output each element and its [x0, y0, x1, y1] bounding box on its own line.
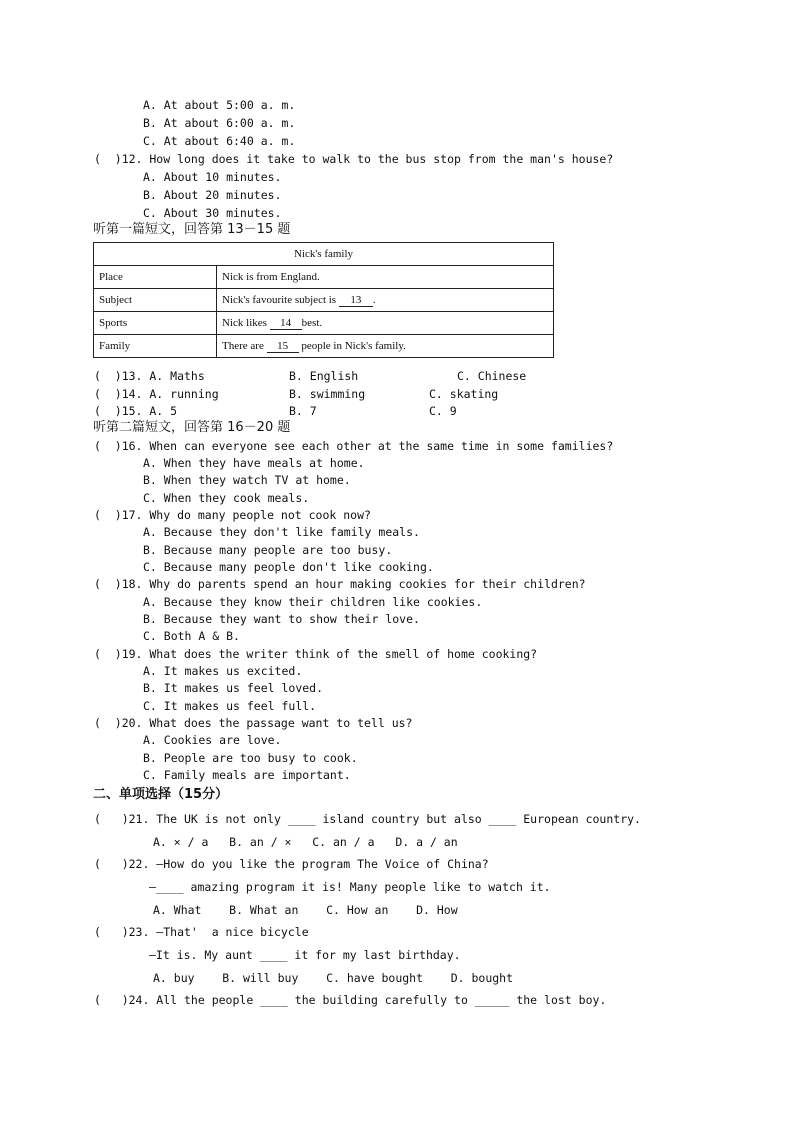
table-row — [94, 335, 554, 358]
nicks-family-table — [93, 242, 554, 358]
row-key: Place — [94, 266, 217, 289]
passage1-heading: 听第一篇短文，回答第 13－15 题 — [93, 222, 291, 237]
q22-reply: —____ amazing program it is! Many people like to watch it. — [149, 880, 551, 894]
q15-option-b: B. 7 — [289, 404, 317, 418]
q15-option-a: ( )15. A. 5 — [94, 404, 178, 418]
q11-option-a: A. At about 5:00 a. m. — [143, 98, 296, 112]
q13-option-a: ( )13. A. Maths — [94, 369, 205, 383]
q20-option-b: B. People are too busy to cook. — [143, 751, 358, 765]
q18-question: ( )18. Why do parents spend an hour making cookies for their children? — [94, 577, 586, 591]
q18-option-a: A. Because they know their children like cookies. — [143, 595, 483, 609]
row-value: Nick likes 14 best. — [217, 312, 554, 335]
q12-option-c: C. About 30 minutes. — [143, 206, 282, 220]
q18-option-b: B. Because they want to show their love. — [143, 612, 420, 626]
blank-15: 15 — [267, 340, 299, 353]
q20-question: ( )20. What does the passage want to tell us? — [94, 716, 413, 730]
q20-option-a: A. Cookies are love. — [143, 733, 282, 747]
q22-question: ( )22. —How do you like the program The Voice of China? — [94, 857, 489, 871]
row-value: Nick's favourite subject is 13 . — [217, 289, 554, 312]
q17-option-c: C. Because many people don't like cooking. — [143, 560, 434, 574]
blank-13: 13 — [339, 294, 373, 307]
q16-question: ( )16. When can everyone see each other at the same time in some families? — [94, 439, 614, 453]
q19-option-c: C. It makes us feel full. — [143, 699, 317, 713]
q14-option-b: B. swimming — [289, 387, 366, 401]
row-value: Nick is from England. — [217, 266, 554, 289]
row-value: There are 15 people in Nick's family. — [217, 335, 554, 358]
q11-option-b: B. At about 6:00 a. m. — [143, 116, 296, 130]
q24-question: ( )24. All the people ____ the building carefully to _____ the lost boy. — [94, 993, 607, 1007]
q20-option-c: C. Family meals are important. — [143, 768, 351, 782]
q23-options: A. buy B. will buy C. have bought D. bought — [153, 971, 514, 985]
q12-question: ( )12. How long does it take to walk to the bus stop from the man's house? — [94, 152, 614, 166]
section-heading: 二、单项选择（15分） — [93, 787, 229, 802]
q18-option-c: C. Both A & B. — [143, 629, 240, 643]
blank-14: 14 — [270, 317, 302, 330]
q13-option-c: C. Chinese — [457, 369, 527, 383]
row-key: Subject — [94, 289, 217, 312]
q14-option-a: ( )14. A. running — [94, 387, 219, 401]
q16-option-a: A. When they have meals at home. — [143, 456, 365, 470]
q21-question: ( )21. The UK is not only ____ island country but also ____ European country. — [94, 812, 641, 826]
q23-reply: —It is. My aunt ____ it for my last birthday. — [149, 948, 461, 962]
q16-option-b: B. When they watch TV at home. — [143, 473, 351, 487]
table-row — [94, 266, 554, 289]
q23-question: ( )23. —That' a nice bicycle — [94, 925, 309, 939]
q13-option-b: B. English — [289, 369, 359, 383]
table-row — [94, 289, 554, 312]
table-row — [94, 312, 554, 335]
q21-options: A. × / a B. an / × C. an / a D. a / an — [153, 835, 458, 849]
table-title: Nick's family — [94, 243, 554, 266]
q11-option-c: C. At about 6:40 a. m. — [143, 134, 296, 148]
q12-option-b: B. About 20 minutes. — [143, 188, 282, 202]
q19-question: ( )19. What does the writer think of the smell of home cooking? — [94, 647, 538, 661]
row-key: Sports — [94, 312, 217, 335]
q22-options: A. What B. What an C. How an D. How — [153, 903, 458, 917]
q17-option-a: A. Because they don't like family meals. — [143, 525, 420, 539]
q12-option-a: A. About 10 minutes. — [143, 170, 282, 184]
q16-option-c: C. When they cook meals. — [143, 491, 310, 505]
passage2-heading: 听第二篇短文，回答第 16－20 题 — [93, 420, 291, 435]
row-key: Family — [94, 335, 217, 358]
q15-option-c: C. 9 — [429, 404, 457, 418]
q17-question: ( )17. Why do many people not cook now? — [94, 508, 371, 522]
q19-option-a: A. It makes us excited. — [143, 664, 303, 678]
q17-option-b: B. Because many people are too busy. — [143, 543, 393, 557]
q14-option-c: C. skating — [429, 387, 499, 401]
q19-option-b: B. It makes us feel loved. — [143, 681, 324, 695]
